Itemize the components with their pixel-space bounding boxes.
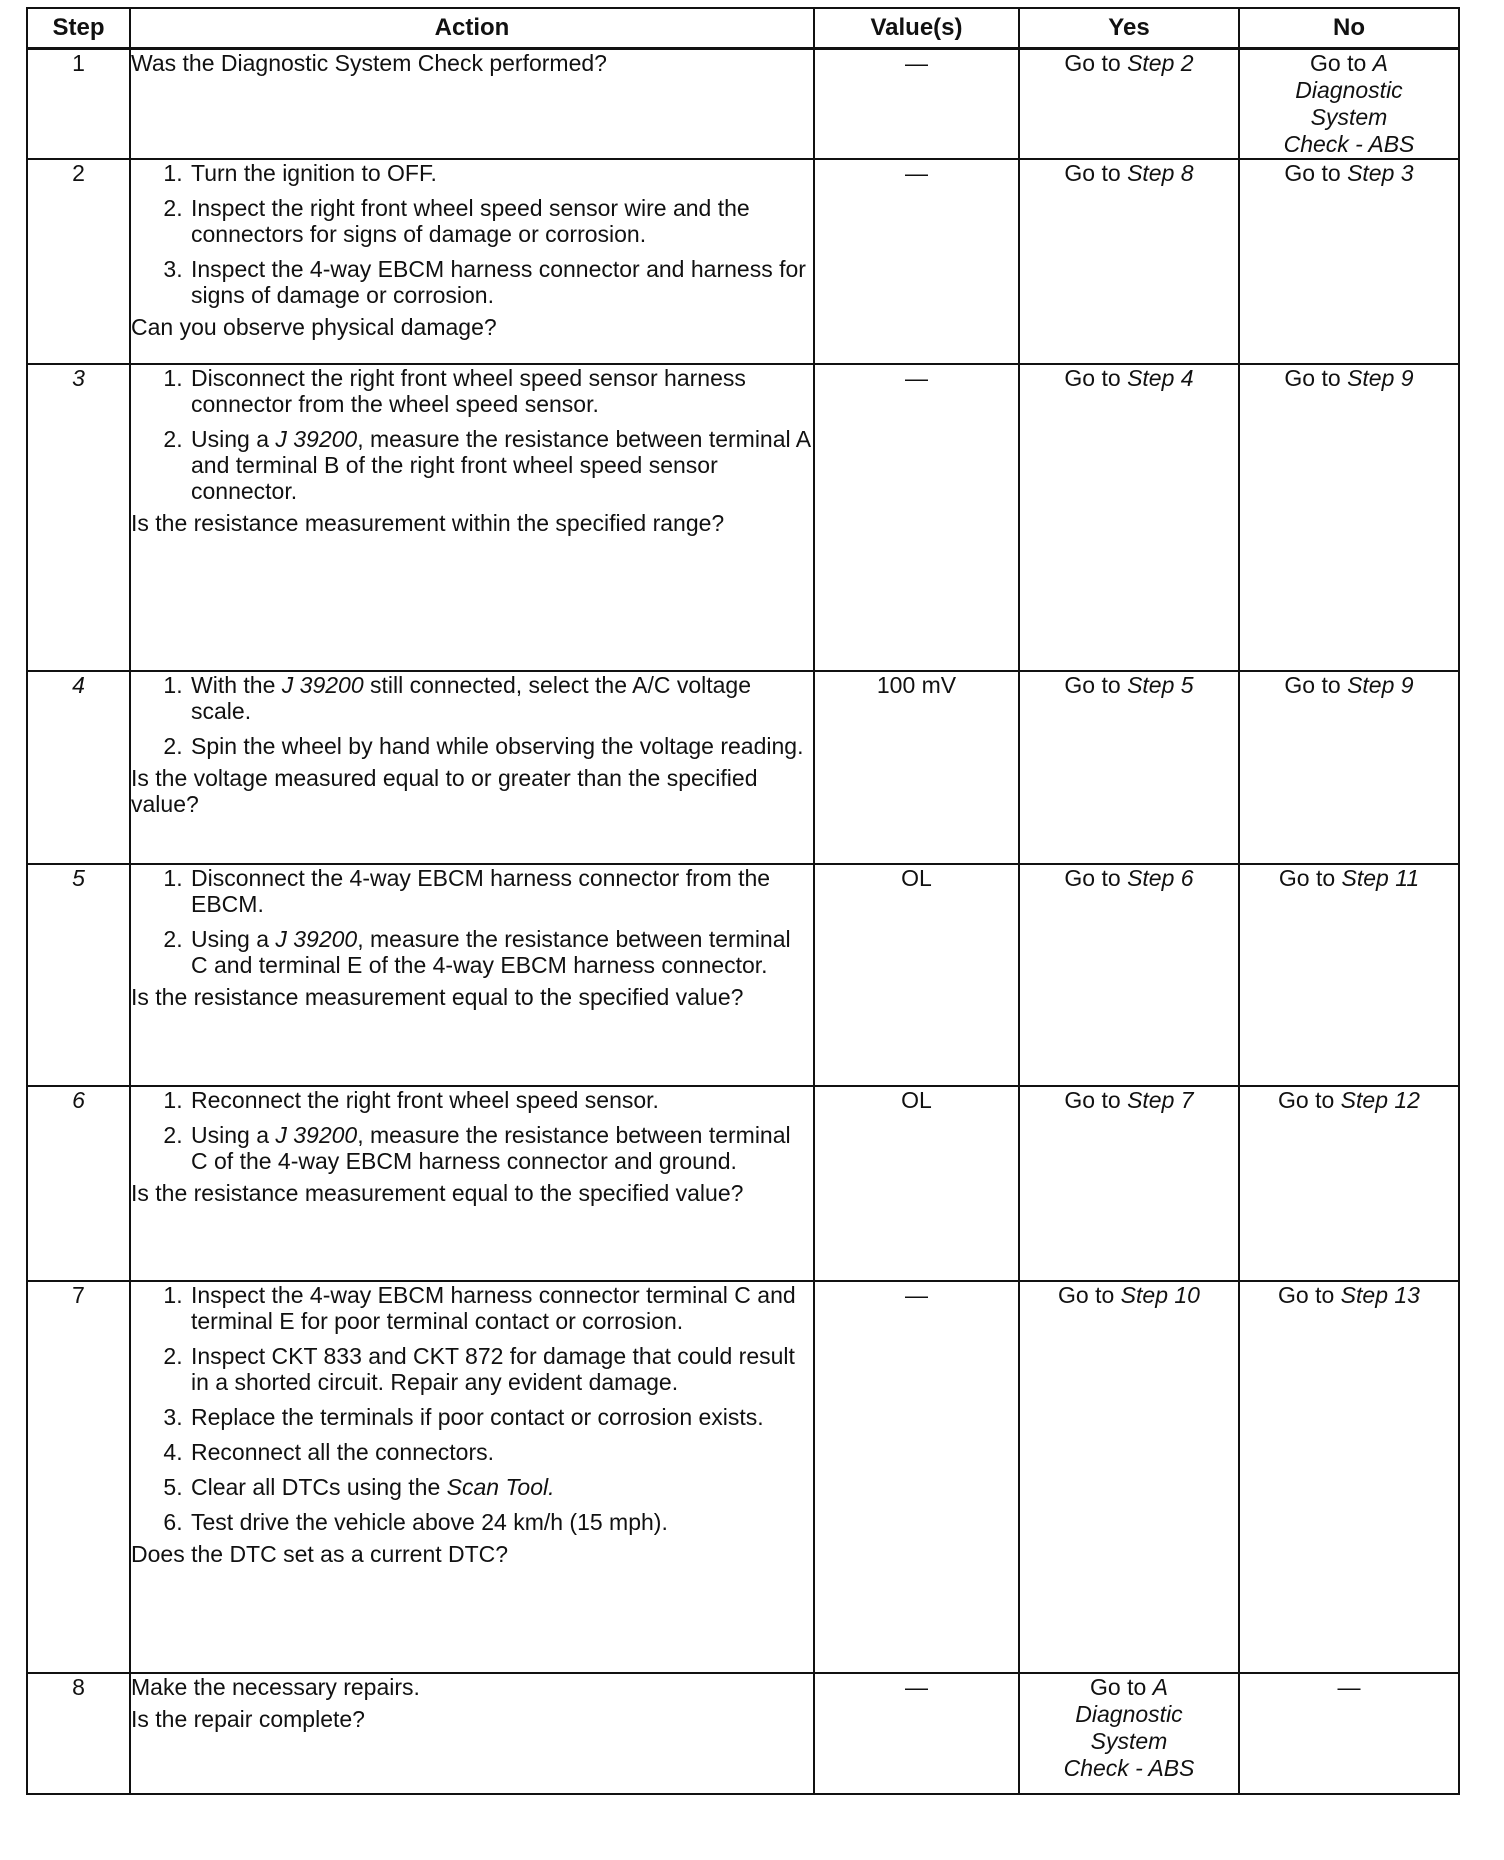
yes-cell: [1019, 1086, 1239, 1281]
goto-ref: Step 3: [1347, 160, 1414, 186]
step-number: 6: [27, 1086, 130, 1281]
action-question: Is the resistance measurement within the specified range?: [131, 510, 725, 536]
action-item: 2. Using a J 39200, measure the resistance between terminal C of the 4-way EBCM harness connector and ground.: [189, 1122, 813, 1174]
action-item: 2. Using a J 39200, measure the resistance between terminal C and terminal E of the 4-way EBCM harness connector.: [189, 926, 813, 978]
goto-ref-line: Diagnostic: [1295, 77, 1403, 103]
action-item: 2. Inspect the right front wheel speed sensor wire and the connectors for signs of damage or corrosion.: [189, 195, 813, 247]
tool-ref: J 39200: [275, 926, 358, 952]
no-cell: [1239, 1281, 1459, 1673]
goto-prefix: Go to: [1058, 1282, 1115, 1308]
yes-cell: [1019, 1673, 1239, 1794]
goto-prefix: Go to: [1064, 50, 1121, 76]
value-cell: —: [814, 1281, 1019, 1673]
table-row: [27, 1673, 1459, 1794]
goto-prefix: Go to: [1278, 865, 1336, 891]
goto-prefix: Go to: [1284, 365, 1341, 391]
action-question: Is the resistance measurement equal to the specified value?: [131, 984, 744, 1010]
goto-ref: Step 7: [1127, 1087, 1194, 1113]
table-row: [27, 364, 1459, 671]
goto-ref: Step 12: [1340, 1087, 1420, 1113]
goto-ref: Step 5: [1127, 672, 1194, 698]
tool-ref: J 39200: [281, 672, 364, 698]
action-item: 1. Disconnect the right front wheel speed sensor harness connector from the wheel speed sensor.: [189, 365, 813, 417]
step-number: 8: [27, 1673, 130, 1794]
goto-prefix: Go to: [1278, 1087, 1335, 1113]
goto-ref: Step 10: [1120, 1282, 1200, 1308]
header-row: [27, 8, 1459, 49]
action-cell: [130, 864, 814, 1086]
yes-cell: [1019, 671, 1239, 864]
goto-ref-line: System: [1090, 1728, 1168, 1754]
goto-prefix: Go to: [1064, 365, 1121, 391]
action-item: 2. Using a J 39200, measure the resistance between terminal A and terminal B of the right front wheel speed sensor connector.: [189, 426, 813, 504]
no-cell: —: [1239, 1673, 1459, 1794]
value-cell: —: [814, 159, 1019, 364]
value-cell: —: [814, 1673, 1019, 1794]
no-cell: [1239, 671, 1459, 864]
step-number: 1: [27, 49, 130, 160]
action-item: 3. Replace the terminals if poor contact or corrosion exists.: [189, 1404, 813, 1430]
goto-prefix: Go to: [1310, 50, 1367, 76]
action-item: 2. Inspect CKT 833 and CKT 872 for damage that could result in a shorted circuit. Repair any evident damage.: [189, 1343, 813, 1395]
goto-ref-line: System: [1310, 104, 1388, 130]
header-yes: Yes: [1019, 8, 1239, 49]
action-question: Is the voltage measured equal to or greater than the specified value?: [131, 765, 758, 817]
action-item: 1. Reconnect the right front wheel speed sensor.: [189, 1087, 813, 1113]
goto-prefix: Go to: [1064, 1087, 1121, 1113]
goto-ref: Step 6: [1127, 865, 1194, 891]
action-question: Is the repair complete?: [131, 1706, 365, 1732]
goto-prefix: Go to: [1278, 1282, 1335, 1308]
table-row: [27, 864, 1459, 1086]
action-item: 2. Spin the wheel by hand while observing the voltage reading.: [189, 733, 813, 759]
action-cell: [130, 1673, 814, 1794]
action-cell: [130, 1086, 814, 1281]
action-item: 5. Clear all DTCs using the Scan Tool.: [189, 1474, 813, 1500]
value-cell: 100 mV: [814, 671, 1019, 864]
step-number: 4: [27, 671, 130, 864]
yes-cell: [1019, 49, 1239, 160]
action-item: 1. Inspect the 4-way EBCM harness connector terminal C and terminal E for poor terminal contact or corrosion.: [189, 1282, 813, 1334]
value-cell: —: [814, 364, 1019, 671]
action-question: Does the DTC set as a current DTC?: [131, 1541, 509, 1567]
action-cell: [130, 49, 814, 160]
value-cell: —: [814, 49, 1019, 160]
table-row: [27, 671, 1459, 864]
goto-ref: Step 9: [1347, 365, 1414, 391]
goto-ref: Step 4: [1127, 365, 1194, 391]
action-item: 1. With the J 39200 still connected, select the A/C voltage scale.: [189, 672, 813, 724]
goto-ref: Step 2: [1127, 50, 1194, 76]
step-number: 7: [27, 1281, 130, 1673]
action-item: 6. Test drive the vehicle above 24 km/h (15 mph).: [189, 1509, 813, 1535]
table-row: [27, 1281, 1459, 1673]
goto-prefix: Go to: [1064, 160, 1121, 186]
action-question: Is the resistance measurement equal to the specified value?: [131, 1180, 744, 1206]
action-item: 1. Turn the ignition to OFF.: [189, 160, 813, 186]
yes-cell: [1019, 1281, 1239, 1673]
goto-prefix: Go to: [1064, 672, 1121, 698]
yes-cell: [1019, 159, 1239, 364]
header-no: No: [1239, 8, 1459, 49]
diagnostic-table: [26, 7, 1460, 1795]
table-row: [27, 159, 1459, 364]
scan-tool-ref: Scan Tool.: [446, 1474, 555, 1500]
action-question: Can you observe physical damage?: [131, 314, 497, 340]
goto-ref: Step 11: [1341, 865, 1420, 891]
action-item: 4. Reconnect all the connectors.: [189, 1439, 813, 1465]
goto-ref-line: Check - ABS: [1063, 1755, 1195, 1781]
goto-ref-line: Diagnostic: [1075, 1701, 1183, 1727]
goto-prefix: Go to: [1284, 160, 1341, 186]
yes-cell: [1019, 364, 1239, 671]
no-cell: [1239, 1086, 1459, 1281]
goto-ref: A: [1372, 50, 1388, 76]
goto-ref: Step 8: [1127, 160, 1194, 186]
tool-ref: J 39200: [275, 426, 358, 452]
table-row: [27, 49, 1459, 160]
no-cell: [1239, 159, 1459, 364]
header-values: Value(s): [814, 8, 1019, 49]
value-cell: OL: [814, 864, 1019, 1086]
step-number: 5: [27, 864, 130, 1086]
step-number: 3: [27, 364, 130, 671]
header-action: Action: [130, 8, 814, 49]
goto-prefix: Go to: [1284, 672, 1341, 698]
tool-ref: J 39200: [275, 1122, 358, 1148]
value-cell: OL: [814, 1086, 1019, 1281]
no-cell: [1239, 49, 1459, 160]
goto-ref: Step 13: [1340, 1282, 1420, 1308]
action-instruction: Make the necessary repairs.: [131, 1674, 420, 1700]
yes-cell: [1019, 864, 1239, 1086]
no-cell: [1239, 864, 1459, 1086]
step-number: 2: [27, 159, 130, 364]
action-question: Was the Diagnostic System Check performed?: [131, 50, 607, 76]
action-cell: [130, 671, 814, 864]
action-item: 3. Inspect the 4-way EBCM harness connector and harness for signs of damage or corrosion.: [189, 256, 813, 308]
goto-ref-line: Check - ABS: [1283, 131, 1415, 157]
table-row: [27, 1086, 1459, 1281]
goto-prefix: Go to: [1064, 865, 1121, 891]
action-item: 1. Disconnect the 4-way EBCM harness connector from the EBCM.: [189, 865, 813, 917]
header-step: Step: [27, 8, 130, 49]
no-cell: [1239, 364, 1459, 671]
action-cell: [130, 159, 814, 364]
goto-prefix: Go to: [1090, 1674, 1147, 1700]
goto-ref: A: [1152, 1674, 1168, 1700]
action-cell: [130, 1281, 814, 1673]
goto-ref: Step 9: [1347, 672, 1414, 698]
action-cell: [130, 364, 814, 671]
